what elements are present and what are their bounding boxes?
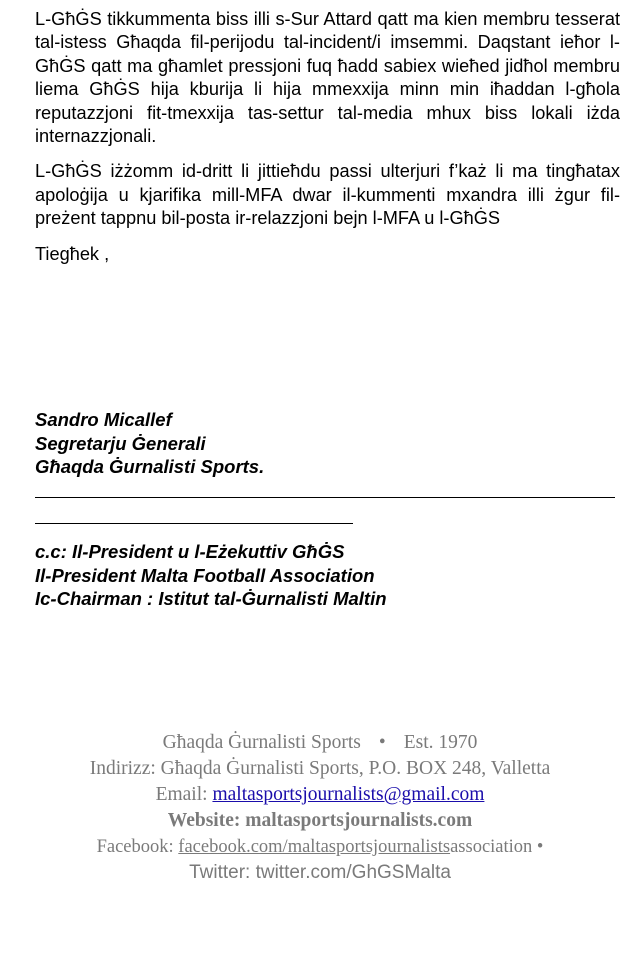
paragraph-1: L-GħĠS tikkummenta biss illi s-Sur Attard qatt ma kien membru tesserat tal-istess Għaqda fil-perijodu tal-incident/i imsemmi. Daqstant ieħor l-GħĠS qatt ma għamlet pressjoni fuq ħadd sabiex wieħed jidħol membru liema GħĠS hija kburija li hija mmexxija minn min iħaddan l-għola reputazzjoni fit-tmexxija tas-settur tal-media mhux biss lokali iżda internazzjonali. — [35, 9, 620, 147]
paragraph-2: L-GħĠS iżżomm id-dritt li jittieħdu passi ulterjuri f’każ li ma tingħatax apoloġija u kjarifika mill-MFA dwar il-kummenti mxandra illi żgur fil-preżent tappnu bil-posta ir-relazzjoni bejn l-MFA u l-GħĠS — [35, 161, 620, 229]
cc-line-3: Ic-Chairman : Istitut tal-Ġurnalisti Maltin — [35, 588, 387, 609]
footer-org: Għaqda Ġurnalisti Sports — [162, 732, 361, 753]
signatory-name: Sandro Micallef — [35, 409, 172, 430]
footer-email-label: Email: — [155, 784, 208, 805]
footer-established: Est. 1970 — [403, 732, 478, 753]
letterhead-footer — [0, 730, 640, 886]
footer-address: Indirizz: Għaqda Ġurnalisti Sports, P.O. BOX 248, Valletta — [89, 758, 551, 779]
footer-facebook-line — [0, 834, 640, 860]
signature-block — [35, 408, 264, 479]
footer-facebook-suffix: association — [450, 837, 533, 857]
footer-email-link[interactable]: maltasportsjournalists@gmail.com — [212, 784, 485, 805]
greeting: Tiegħek , — [35, 243, 110, 264]
cc-block — [35, 540, 387, 611]
footer-facebook-label: Facebook: — [96, 837, 174, 857]
footer-twitter: Twitter: twitter.com/GhGSMalta — [189, 862, 451, 883]
signatory-title: Segretarju Ġenerali — [35, 432, 206, 454]
footer-org-line — [0, 730, 640, 756]
footer-facebook-bullet: • — [536, 837, 544, 857]
letter-body — [35, 8, 620, 266]
signatory-organisation: Għaqda Ġurnalisti Sports. — [35, 456, 265, 477]
divider-line-1 — [35, 497, 615, 498]
cc-line-1: c.c: Il-President u l-Eżekuttiv GħĠS — [35, 541, 345, 562]
divider-line-2 — [35, 523, 353, 524]
footer-bullet: • — [378, 732, 386, 753]
footer-website: Website: maltasportsjournalists.com — [167, 810, 473, 831]
cc-line-2: Il-President Malta Football Association — [35, 564, 375, 586]
footer-email-line — [0, 782, 640, 808]
footer-facebook-link[interactable]: facebook.com/maltasportsjournalists — [178, 837, 451, 857]
